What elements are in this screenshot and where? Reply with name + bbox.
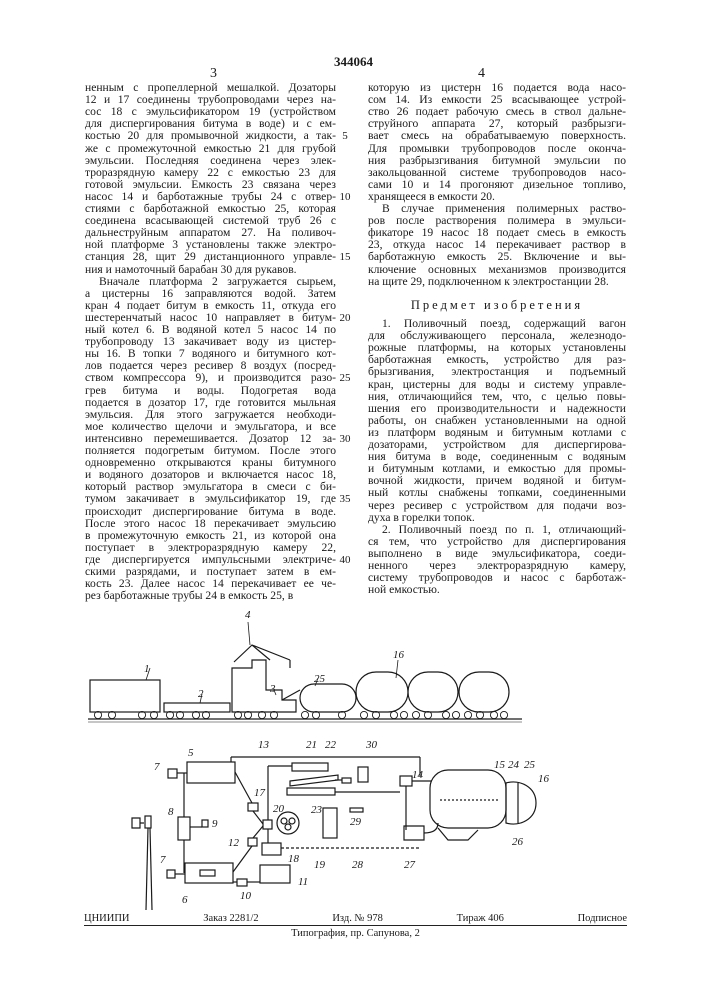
wheel: [360, 711, 367, 718]
bitumen-boiler-6: [185, 863, 233, 883]
label-8: 8: [168, 806, 174, 818]
label-7-bottom: 7: [160, 854, 166, 866]
text-line: кость 23. Далее насос 14 перекачивает ее че-: [85, 578, 336, 590]
passenger-car-1: [90, 680, 160, 712]
text-line: После этого насос 18 перекачивает эмульсию: [85, 518, 336, 530]
wheel: [400, 711, 407, 718]
subscription: Подписное: [578, 913, 627, 924]
text-line: закольцованной системе трубопроводов насо-: [368, 167, 626, 179]
claim-line: барботажная емкость, устройство для раз-: [368, 354, 626, 366]
text-line: тумом закачивает в эмульсификатор 19, где: [85, 493, 336, 505]
text-line: ключение основных механизмов производится: [368, 264, 626, 276]
label-23: 23: [311, 804, 323, 816]
text-line: в промежуточную емкость 21, из которой она: [85, 530, 336, 542]
water-tank-16a: [356, 672, 408, 712]
doser-17: [248, 803, 258, 811]
claims-heading: Предмет изобретения: [368, 298, 626, 312]
tank-23: [287, 788, 335, 795]
bubbling-tank-15-25: [430, 770, 506, 828]
text-line: эмульсия. Для этого загружается необходи-: [85, 409, 336, 421]
edition-number: Изд. № 978: [332, 913, 383, 924]
label-28: 28: [352, 859, 364, 871]
claim-line: ненного через электроразрядную камеру,: [368, 560, 626, 572]
imprint-footer: [84, 913, 627, 939]
label-4: 4: [245, 609, 251, 621]
claim-line: и битумным котлами, и емкостью для промы-: [368, 463, 626, 475]
drum-30: [358, 767, 368, 782]
label-1: 1: [144, 663, 150, 675]
bubbling-tank-25: [300, 684, 356, 712]
text-line: сом 14. Из емкости 25 всасывающее устрой-: [368, 94, 626, 106]
line-number: 5: [337, 130, 353, 142]
patent-drawing: [0, 595, 707, 915]
line-number: 10: [337, 191, 353, 203]
label-16-scheme: 16: [538, 773, 550, 785]
text-line: шестеренчатый насос 10 направляет в битум-: [85, 312, 336, 324]
label-15: 15: [494, 759, 506, 771]
text-line: 12 и 17 соединены трубопроводами через на-: [85, 94, 336, 106]
claim-line: рожные платформы, на которых установлены: [368, 342, 626, 354]
label-25-scheme: 25: [524, 759, 536, 771]
water-tank-16b: [408, 672, 458, 712]
text-line: сос 18 с эмульсификатором 19 (устройством: [85, 106, 336, 118]
text-line: Для промывки трубопроводов после оконча-: [368, 143, 626, 155]
claim-line: ся тем, что устройство для диспергирования: [368, 536, 626, 548]
claim-line: из платформ водяным и битумным котлами с: [368, 427, 626, 439]
text-line: полняется подогретым битумом. После этого: [85, 445, 336, 457]
label-6: 6: [182, 894, 188, 906]
publisher: ЦНИИПИ: [84, 913, 130, 924]
doser-12: [248, 838, 257, 846]
water-boiler-5: [187, 762, 235, 783]
label-24: 24: [508, 759, 520, 771]
wheel: [500, 711, 507, 718]
text-line: В случае применения полимерных раство-: [368, 203, 626, 215]
intermediate-tank-21: [292, 763, 328, 771]
text-line: где диспергируется импульсными электриче-: [85, 554, 336, 566]
pump-18: [262, 843, 281, 855]
text-line: дальнеструйным аппаратом 27. На поливоч-: [85, 227, 336, 239]
firebox-7-top: [168, 769, 177, 778]
text-line: трубопроводу 13 закачивает воду из цистер-: [85, 336, 336, 348]
label-27: 27: [404, 859, 416, 871]
label-7-top: 7: [154, 761, 160, 773]
wheel: [390, 711, 397, 718]
text-line: же с промежуточной емкостью 21 для грубой: [85, 143, 336, 155]
text-line: ством компрессора 9), и производится разо-: [85, 372, 336, 384]
label-20: 20: [273, 803, 285, 815]
claim-line: кран, цистерны для воды и систему управле-: [368, 379, 626, 391]
text-line: одновременно открываются краны битумного: [85, 457, 336, 469]
pump-14: [400, 776, 412, 786]
water-tank-16: [506, 782, 536, 824]
pump-10: [237, 879, 247, 886]
spray-apparatus-27: [404, 823, 438, 840]
text-line: костью 20 для промывочной жидкости, а так-: [85, 130, 336, 142]
compressor-9: [202, 820, 208, 827]
text-line: ров после растворения полимера в эмульси-: [368, 215, 626, 227]
pump-20: [263, 820, 272, 829]
platform-2: [164, 703, 230, 712]
text-line: хранящееся в емкости 20.: [368, 191, 626, 203]
text-line: Вначале платформа 2 загружается сырьем,: [85, 276, 336, 288]
label-2: 2: [198, 688, 204, 700]
label-18: 18: [288, 853, 300, 865]
printing-house: Типография, пр. Сапунова, 2: [84, 928, 627, 939]
text-line: ство 26 подает рабочую смесь в ствол дальне-: [368, 106, 626, 118]
text-line: интенсивно перемешивается. Дозатор 12 за-: [85, 433, 336, 445]
claim-line: ния битума в воде, соединенным с водяным: [368, 451, 626, 463]
text-line: ны 16. В топки 7 водяного и битумного кот-: [85, 348, 336, 360]
text-line: для диспергирования битума в воде) и с ем-: [85, 118, 336, 130]
text-line: который раствор эмульгатора в смеси с би-: [85, 481, 336, 493]
claim-line: 2. Поливочный поезд по п. 1, отличающий-: [368, 524, 626, 536]
page-number-right: 4: [478, 66, 485, 82]
schematic-figure: [132, 739, 550, 910]
wheel: [490, 711, 497, 718]
text-line: рез барботажные трубы 24 в емкость 25, в: [85, 590, 336, 602]
patent-number: 344064: [0, 54, 707, 70]
claim-line: 1. Поливочный поезд, содержащий вагон: [368, 318, 626, 330]
text-line: эмульсии. Последняя соединена через элек-: [85, 155, 336, 167]
circulation: Тираж 406: [457, 913, 504, 924]
page-number-left: 3: [210, 66, 217, 82]
line-number: 30: [337, 433, 353, 445]
text-line: подается в дозатор 17, где готовится мыльная: [85, 397, 336, 409]
text-line: стиями с барботажной емкостью 25, которая: [85, 203, 336, 215]
wheel: [412, 711, 419, 718]
label-10: 10: [240, 890, 252, 902]
text-line: скими разрядами, и поступает затем в ем-: [85, 566, 336, 578]
text-line: насос 14 и барботажные трубы 24 с отвер-: [85, 191, 336, 203]
line-number: 15: [337, 251, 353, 263]
order-number: Заказ 2281/2: [203, 913, 258, 924]
text-line: струйного аппарата 27, который разбрызги-: [368, 118, 626, 130]
text-line: станция 28, щит 29 дистанционного управле-: [85, 251, 336, 263]
label-12: 12: [228, 837, 240, 849]
line-number: 20: [337, 312, 353, 324]
claim-line: вочной жидкости, причем водяной и битум-: [368, 475, 626, 487]
claim-line: ный котлы снабжены топками, соединенными: [368, 487, 626, 499]
text-line: а цистерны 16 заправляются водой. Затем: [85, 288, 336, 300]
line-number: 35: [337, 493, 353, 505]
tank-11: [260, 865, 290, 883]
claim-line: работы, он снабжен установленными на одной: [368, 415, 626, 427]
text-line: 23, откуда насос 14 перекачивает раствор в: [368, 239, 626, 251]
text-line: ния разбрызгивания битумной эмульсии по: [368, 155, 626, 167]
text-line: вает смесь на обрабатываемую поверхность.: [368, 130, 626, 142]
wheel: [442, 711, 449, 718]
receiver-8: [178, 817, 190, 840]
claim-line: систему трубопроводов и насос с барботаж-: [368, 572, 626, 584]
text-line: грев битума и воды. Подогретая вода: [85, 385, 336, 397]
claim-line: духа в горелки топок.: [368, 512, 626, 524]
text-line: готовой эмульсии. Емкость 23 связана через: [85, 179, 336, 191]
line-number: 40: [337, 554, 353, 566]
label-25: 25: [314, 673, 326, 685]
line-number: 25: [337, 372, 353, 384]
label-19: 19: [314, 859, 326, 871]
claim-line: через ресивер с устройством для подачи воз-: [368, 500, 626, 512]
label-14: 14: [412, 769, 424, 781]
text-line: которую из цистерн 16 подается вода насо-: [368, 82, 626, 94]
power-station-28: [323, 808, 337, 838]
text-line: ной платформе 3 установлены также электро-: [85, 239, 336, 251]
text-line: поступает в электроразрядную камеру 22,: [85, 542, 336, 554]
claim-line: ной емкостью.: [368, 584, 626, 596]
label-11: 11: [298, 876, 308, 888]
claim-line: выполнено в виде эмульсификатора, соеди-: [368, 548, 626, 560]
emulsifier-19: [277, 812, 299, 834]
label-21: 21: [306, 739, 317, 751]
text-line: сами 10 и 14 прогоняют дизельное топливо,: [368, 179, 626, 191]
train-figure: [88, 609, 522, 722]
text-line: на щите 29, подключенном к электростанции 28.: [368, 276, 626, 288]
water-tank-16c: [459, 672, 509, 712]
claim-line: для обслуживающего персонала, железнодо-: [368, 330, 626, 342]
text-line: происходит диспергирование битума в воде.: [85, 506, 336, 518]
firebox-7-bottom: [167, 870, 175, 878]
label-17: 17: [254, 787, 266, 799]
claim-line: дозаторами, устройством для диспергирова-: [368, 439, 626, 451]
label-30: 30: [365, 739, 378, 751]
label-3: 3: [269, 683, 276, 695]
label-5: 5: [188, 747, 194, 759]
label-26: 26: [512, 836, 524, 848]
claim-line: ния, отличающийся тем, что, с целью повы-: [368, 391, 626, 403]
text-line: кран 4 подает битум в емкость 11, откуда его: [85, 300, 336, 312]
platform-3-equipment: [232, 660, 296, 712]
label-16: 16: [393, 649, 405, 661]
wheel: [301, 711, 308, 718]
text-line: фикаторе 19 насос 18 подает смесь в емкость: [368, 227, 626, 239]
control-panel-29: [350, 808, 363, 812]
wheel: [464, 711, 471, 718]
crane-4: [234, 645, 290, 668]
label-29: 29: [350, 816, 362, 828]
text-line: барботажную емкость 25. Включение и вы-: [368, 251, 626, 263]
text-line: ный котел 6. В водяной котел 5 насос 14 по: [85, 324, 336, 336]
claim-line: брызгивания, электростанция и подъемный: [368, 366, 626, 378]
text-line: и водяного дозаторов и включается насос 18,: [85, 469, 336, 481]
text-line: мое количество щелочи и эмульгатора, и все: [85, 421, 336, 433]
text-line: ненным с пропеллерной мешалкой. Дозаторы: [85, 82, 336, 94]
text-line: ния и намоточный барабан 30 для рукавов.: [85, 264, 336, 276]
label-22: 22: [325, 739, 337, 751]
text-line: соединена всасывающей системой труб 26 с: [85, 215, 336, 227]
wheel: [452, 711, 459, 718]
claim-line: шения его производительности и надежности: [368, 403, 626, 415]
label-9: 9: [212, 818, 218, 830]
text-line: троразрядную камеру 22 с емкостью 23 для: [85, 167, 336, 179]
discharge-chamber-22: [290, 775, 338, 786]
label-13: 13: [258, 739, 270, 751]
text-line: лов подается через ресивер 8 воздух (посред-: [85, 360, 336, 372]
